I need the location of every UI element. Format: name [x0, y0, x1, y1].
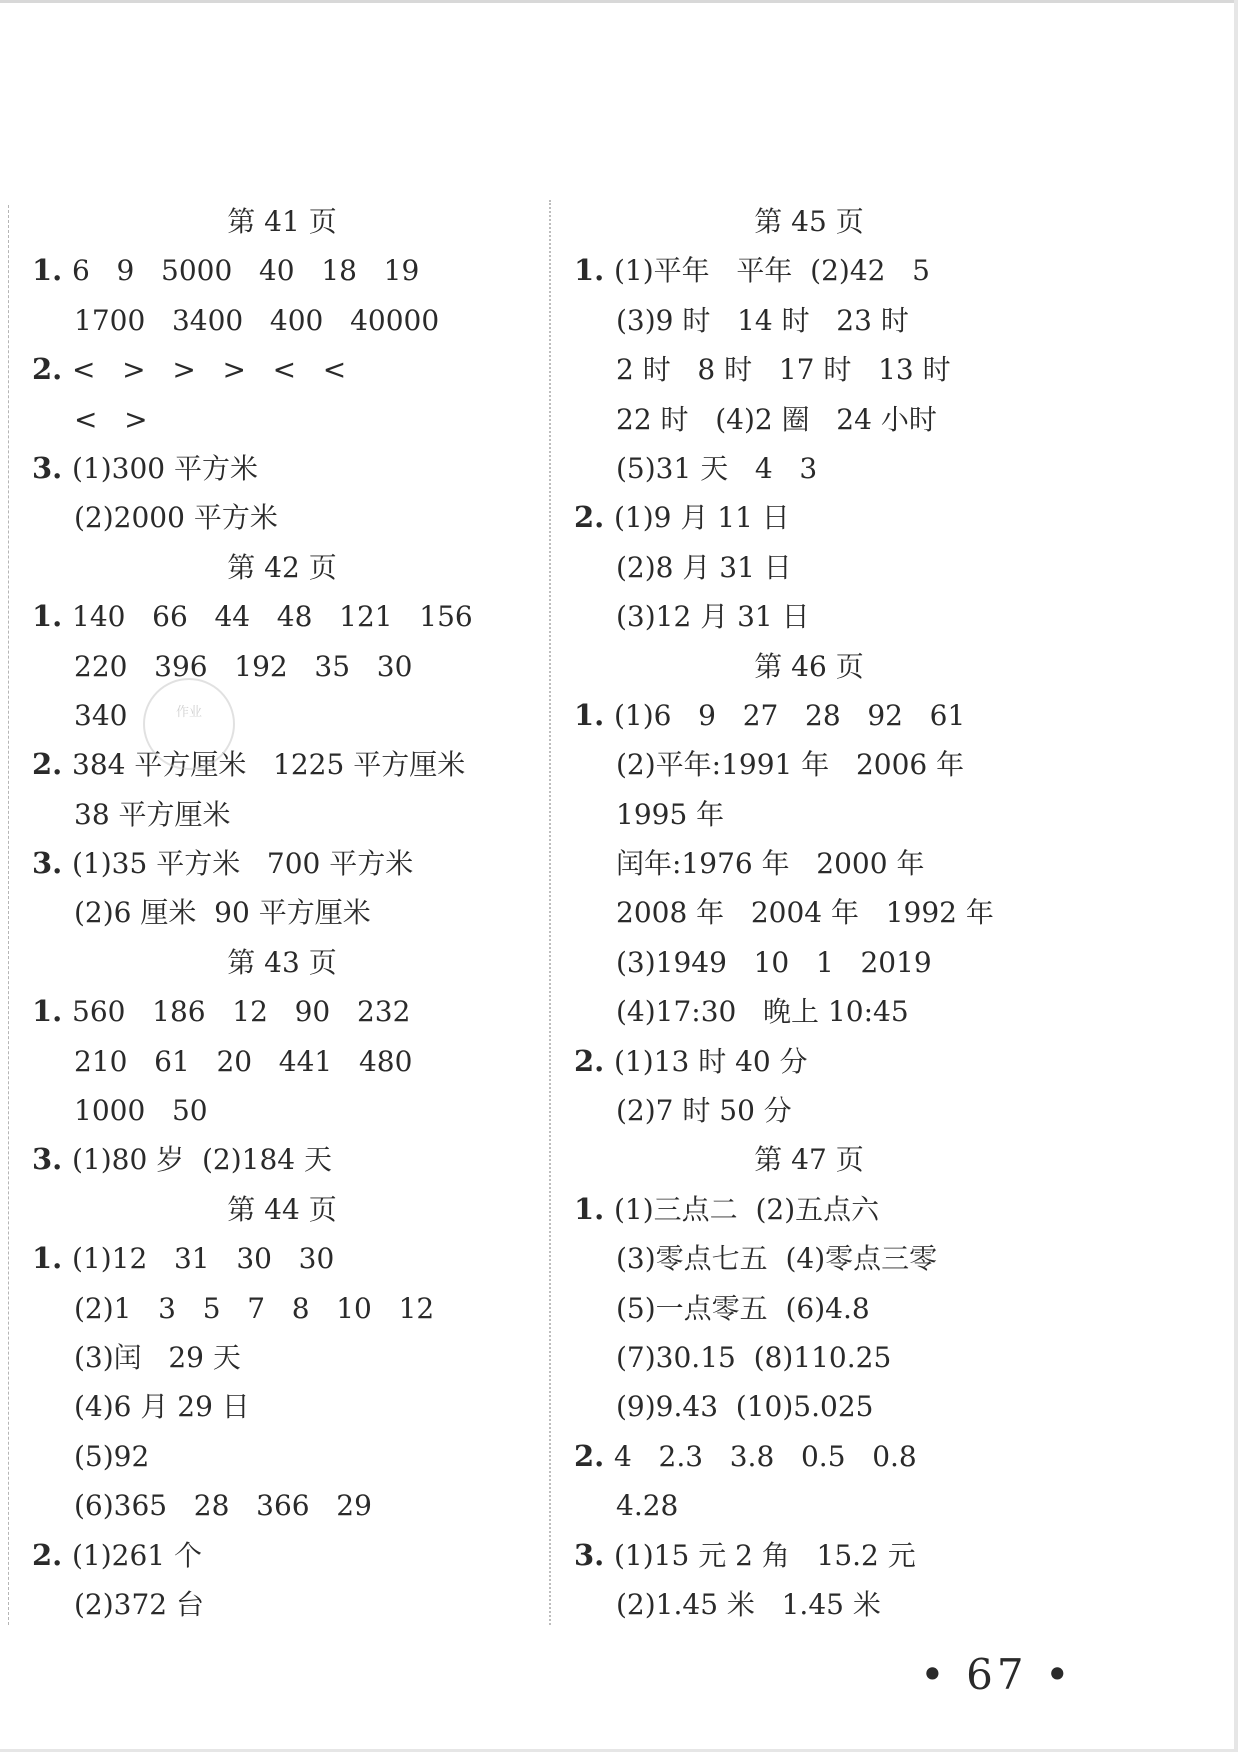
answer-line [32, 345, 532, 394]
answer-continuation: (5)92 [74, 1439, 150, 1473]
section-heading: 第 45 页 [754, 205, 864, 238]
answer-continuation: (5)一点零五 (6)4.8 [616, 1291, 870, 1325]
answer-line [574, 691, 1044, 740]
answer-text: (1)261 个 [72, 1538, 203, 1572]
answer-continuation: (3)零点七五 (4)零点三零 [616, 1242, 938, 1276]
question-number: 2. [32, 747, 63, 782]
answer-continuation: 1995 年 [616, 797, 725, 831]
answer-text: (1)80 岁 (2)184 天 [72, 1143, 332, 1177]
question-number: 1. [32, 1241, 63, 1276]
answer-continuation: 22 时 (4)2 圈 24 小时 [616, 402, 937, 436]
question-number: 2. [32, 352, 63, 387]
section-heading: 第 41 页 [227, 205, 337, 238]
answer-text: (1)12 31 30 30 [72, 1242, 335, 1276]
answer-line [32, 1135, 532, 1184]
answer-continuation: < > [74, 402, 148, 436]
question-number: 1. [32, 994, 63, 1029]
section-heading: 第 46 页 [754, 649, 864, 683]
section-heading: 第 43 页 [227, 945, 337, 979]
answer-text: < > > > < < [72, 353, 347, 387]
answer-line [32, 740, 532, 789]
answer-text: (1)6 9 27 28 92 61 [614, 698, 966, 732]
answer-continuation: 1700 3400 400 40000 [74, 303, 440, 337]
answer-text: 384 平方厘米 1225 平方厘米 [72, 748, 466, 782]
answer-line [574, 246, 1044, 295]
answer-continuation: (9)9.43 (10)5.025 [616, 1390, 874, 1424]
answer-continuation: (2)平年:1991 年 2006 年 [616, 748, 965, 782]
answer-text: 560 186 12 90 232 [72, 995, 411, 1029]
answer-text: (1)15 元 2 角 15.2 元 [614, 1538, 916, 1572]
answer-text: (1)9 月 11 日 [614, 501, 790, 535]
answer-continuation: (5)31 天 4 3 [616, 451, 818, 485]
section-heading: 第 44 页 [227, 1192, 337, 1226]
answer-line [574, 1531, 1044, 1580]
question-number: 2. [32, 1537, 63, 1572]
answer-continuation: 340 [74, 698, 128, 732]
question-number: 2. [574, 1438, 605, 1473]
question-number: 1. [32, 599, 63, 634]
left-answer-column [32, 197, 532, 1629]
answer-continuation: 2008 年 2004 年 1992 年 [616, 896, 994, 930]
answer-line [574, 1037, 1044, 1086]
answer-continuation: 4.28 [616, 1489, 679, 1523]
answer-continuation: (2)372 台 [74, 1587, 205, 1621]
answer-continuation: (2)8 月 31 日 [616, 550, 792, 584]
answer-continuation: 210 61 20 441 480 [74, 1044, 413, 1078]
answer-line [574, 1185, 1044, 1234]
answer-continuation: (2)6 厘米 90 平方厘米 [74, 896, 371, 930]
question-number: 3. [32, 1142, 63, 1177]
answer-line [574, 1432, 1044, 1481]
answer-text: (1)平年 平年 (2)42 5 [614, 254, 930, 288]
answer-continuation: 2 时 8 时 17 时 13 时 [616, 353, 951, 387]
answer-continuation: (3)1949 10 1 2019 [616, 945, 932, 979]
left-margin-rule [8, 205, 9, 1625]
question-number: 2. [574, 1043, 605, 1078]
question-number: 1. [32, 253, 63, 288]
answer-continuation: (2)7 时 50 分 [616, 1094, 792, 1128]
question-number: 3. [574, 1537, 605, 1572]
answer-continuation: (2)1 3 5 7 8 10 12 [74, 1291, 435, 1325]
section-heading: 第 47 页 [754, 1143, 864, 1177]
question-number: 3. [32, 846, 63, 881]
answer-continuation: (4)6 月 29 日 [74, 1390, 250, 1424]
answer-line [32, 1531, 532, 1580]
question-number: 1. [574, 697, 605, 732]
answer-continuation: (7)30.15 (8)110.25 [616, 1340, 892, 1374]
watermark-stamp [143, 678, 235, 770]
answer-text: 6 9 5000 40 18 19 [72, 254, 420, 288]
question-number: 1. [574, 253, 605, 288]
answer-continuation: (6)365 28 366 29 [74, 1489, 372, 1523]
answer-text: (1)35 平方米 700 平方米 [72, 847, 414, 881]
answer-continuation: 220 396 192 35 30 [74, 649, 413, 683]
answer-continuation: (3)9 时 14 时 23 时 [616, 303, 909, 337]
answer-continuation: (3)12 月 31 日 [616, 600, 810, 634]
answer-continuation: 38 平方厘米 [74, 797, 231, 831]
answer-continuation: (2)1.45 米 1.45 米 [616, 1587, 881, 1621]
page-edge-right [1234, 0, 1238, 1752]
answer-text: 140 66 44 48 121 156 [72, 600, 473, 634]
answer-continuation: (2)2000 平方米 [74, 501, 278, 535]
answer-text: (1)三点二 (2)五点六 [614, 1192, 880, 1226]
answer-continuation: 1000 50 [74, 1094, 208, 1128]
answer-line [32, 444, 532, 493]
answer-line [32, 246, 532, 295]
answer-line [32, 839, 532, 888]
answer-continuation: 闰年:1976 年 2000 年 [616, 847, 925, 881]
answer-text: (1)13 时 40 分 [614, 1044, 808, 1078]
question-number: 3. [32, 450, 63, 485]
answer-text: 4 2.3 3.8 0.5 0.8 [614, 1439, 917, 1473]
answer-text: (1)300 平方米 [72, 451, 259, 485]
question-number: 1. [574, 1191, 605, 1226]
answer-line [32, 592, 532, 641]
page-number: • 67 • [920, 1650, 1074, 1699]
page-edge-top [0, 0, 1238, 3]
answer-line [574, 493, 1044, 542]
answer-continuation: (3)闰 29 天 [74, 1340, 241, 1374]
section-heading: 第 42 页 [227, 550, 337, 584]
answer-line [32, 987, 532, 1036]
column-divider [549, 200, 551, 1625]
answer-line [32, 1234, 532, 1283]
right-answer-column [574, 197, 1044, 1629]
answer-continuation: (4)17:30 晚上 10:45 [616, 995, 909, 1029]
question-number: 2. [574, 500, 605, 535]
watermark-text: 作业 [175, 705, 202, 720]
